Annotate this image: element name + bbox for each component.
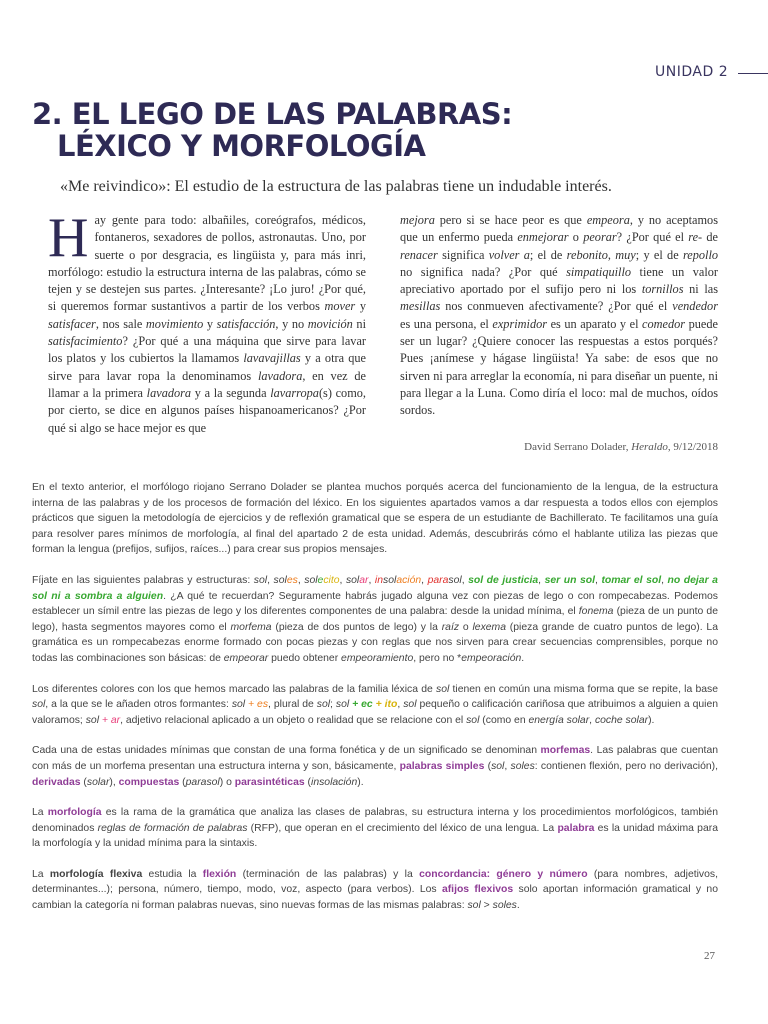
- page-title: [32, 98, 512, 162]
- subtitle: «Me reivindico»: El estudio de la estructura de las palabras tiene un indudable interés.: [60, 178, 612, 195]
- body-text: [32, 480, 718, 929]
- article-attribution: David Serrano Dolader, Heraldo, 9/12/2018: [524, 441, 718, 453]
- body-paragraph-intro: En el texto anterior, el morfólogo riojano Serrano Dolader se plantea muchos porqués acerca del funcionamiento de la lengua, de la estructura interna de las palabras y de los procesos de formación del léxico. En los siguientes apartados vamos a dar respuesta a todos ellos con ejemplos prácticos que siguen la metodología de ejercicios y de reflexión gramatical que se espera de un estudiante de Bachillerato. Te facilitamos una guía para resolver pares mínimos de morfología, al final del apartado 2 de esta unidad. Además, descubrirás cómo el hablante utiliza las piezas que forman la lengua (prefijos, sufijos, raíces...) para crear sus propios mensajes.: [32, 482, 718, 556]
- article-column-right: [400, 212, 718, 420]
- page-number: 27: [704, 950, 715, 962]
- article-text-right: mejora pero si se hace peor es que empeora, y no aceptamos que un enfermo pueda enmejorar o peorar? ¿Por qué el re- de renacer significa volver a; el de rebonito, muy; y el de repollo no significa nada? ¿Por qué simpatiquillo tiene un valor apreciativo aportado por el sufijo pero ni los tornillos ni las mesillas nos conmueven afectivamente? ¿Por qué el vendedor es una persona, el exprimidor es un aparato y el comedor puede ser un lugar? ¿Quiere conocer las respuestas a estos porqués? Pues ¡anímese y hágase lingüista! Ya sabe: de esos que no sirven ni para arreglar la economía, ni para diseñar un puente, ni para llegar a la Luna. Como diría el loco: mal de muchos, oídos sordos.: [400, 213, 719, 418]
- body-paragraph-colors: Los diferentes colores con los que hemos marcado las palabras de la familia léxica de sol tienen en común una misma forma que se repite, la base sol, a la que se le añaden otros formantes: sol + es, plural de sol; sol + ec + ito, sol pequeño o calificación cariñosa que atribuimos a alguien a quien valoramos; sol + ar, adjetivo relacional aplicado a un objeto o realidad que se relacione con el sol (como en energía solar, coche solar).: [32, 683, 719, 726]
- title-line-1: 2. EL LEGO DE LAS PALABRAS:: [32, 97, 513, 131]
- article-text-left: ay gente para todo: albañiles, coreógrafos, médicos, fontaneros, sexadores de pollos, astronautas. Uno, por suerte o por desgracia, es lingüista y, para más inri, morfólogo: estudio la estructura interna de las palabras, cómo se tejen y se destejen sus partes. ¿Interesante? ¡Lo juro! ¿Por qué, si queremos formar sustantivos a partir de los verbos mover y satisfacer, nos sale movimiento y satisfacción, y no movición ni satisfacimiento? ¿Por qué a una máquina que sirve para lavar los platos y los cubiertos la llamamos lavavajillas y a otra que sirve para lavar ropa la denominamos lavadora, en vez de llamar a la primera lavadora y a la segunda lavarropa(s) como, por cierto, se dice en algunos países hispanoamericanos? ¿Por qué si algo se hace mejor es que: [48, 213, 366, 435]
- body-paragraph-morfologia: La morfología es la rama de la gramática que analiza las clases de palabras, su estructura interna y los procedimientos morfológicos, también denominados reglas de formación de palabras (RFP), que operan en el crecimiento del léxico de una lengua. La palabra es la unidad máxima para la morfología y la unidad mínima para la sintaxis.: [32, 807, 718, 850]
- title-line-2: LÉXICO Y MORFOLOGÍA: [57, 129, 426, 163]
- body-paragraph-morfemas: Cada una de estas unidades mínimas que constan de una forma fonética y de un significado se denominan morfemas. Las palabras que cuentan con más de un morfema presentan una estructura interna y son, básicamente, palabras simples (sol, soles: contienen flexión, pero no derivación), derivadas (solar), compuestas (parasol) o parasintéticas (insolación).: [32, 745, 719, 788]
- article-column-left: [48, 207, 366, 437]
- body-paragraph-flexiva: La morfología flexiva estudia la flexión (terminación de las palabras) y la concordancia: género y número (para nombres, adjetivos, determinantes...); persona, número, tiempo, modo, voz, aspecto (para verbos). Los afijos flexivos solo aportan información gramatical y no cambian la categoría ni forman palabras nuevas, sino nuevas formas de las mismas palabras: sol > soles.: [32, 868, 718, 912]
- drop-cap: H: [48, 207, 89, 269]
- unit-label: UNIDAD 2: [655, 64, 729, 80]
- body-paragraph-lego: Fíjate en las siguientes palabras y estructuras: sol, soles, solecito, solar, insolación, parasol, sol de justicia, ser un sol, tomar el sol, no dejar a sol ni a sombra a alguien. ¿A qué te recuerdan? Seguramente habrás jugado alguna vez con piezas de lego o con rompecabezas. Podemos establecer un símil entre las piezas de lego y los diferentes componentes de una palabra: desde la unidad mínima, el fonema (pieza de un punto de lego), hasta segmentos mayores como el morfema (pieza de dos puntos de lego) y la raíz o lexema (pieza grande de cuatro puntos de lego). La gramática es un rompecabezas enorme formado con pocas piezas y con reglas que nos sirven para crear secuencias comprensibles, porque no todas las combinaciones son básicas: de empeorar puedo obtener empeoramiento, pero no *empeoración.: [32, 574, 718, 664]
- unit-rule: [738, 73, 768, 74]
